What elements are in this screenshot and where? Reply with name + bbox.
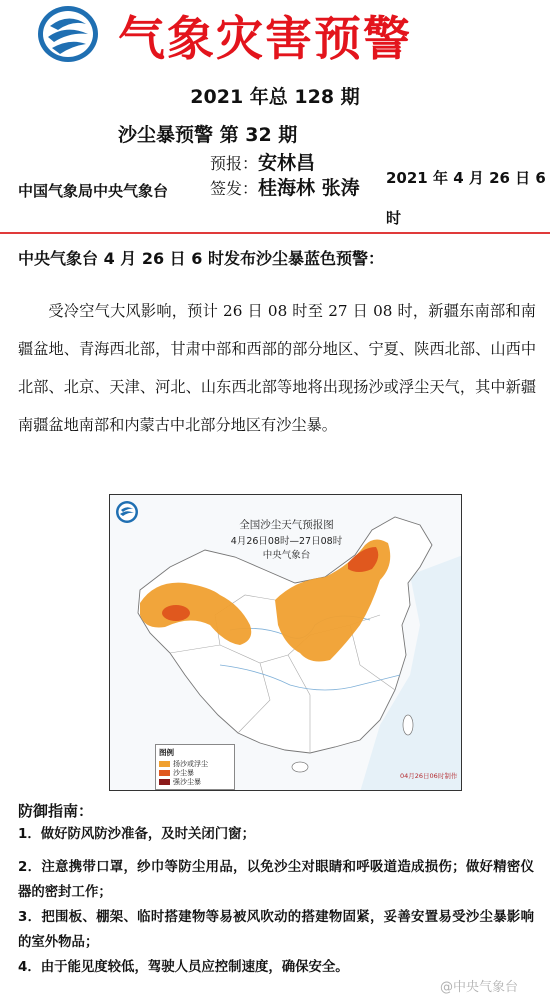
cma-logo [36, 4, 100, 64]
page-title: 气象灾害预警 [118, 12, 412, 67]
guide-title: 防御指南： [18, 802, 94, 820]
signer-name: 桂海林 张涛 [258, 177, 360, 199]
legend-swatch [159, 761, 170, 767]
guide-item: 3．把围板、棚架、临时搭建物等易被风吹动的搭建物固紧，妥善安置易受沙尘暴影响的室外物品； [18, 910, 534, 950]
legend-swatch [159, 770, 170, 776]
map-legend [155, 744, 235, 790]
legend-label: 扬沙或浮尘 [173, 759, 208, 768]
legend-title: 图例 [159, 748, 174, 757]
issue-time: 2021 年 4 月 26 日 6 时 [386, 169, 546, 227]
map-title: 全国沙尘天气预报图 [239, 519, 334, 531]
map-time-range: 4月26日08时—27日08时 [230, 536, 343, 547]
guide-item: 2．注意携带口罩，纱巾等防尘用品，以免沙尘对眼睛和呼吸道造成损伤；做好精密仪器的密封工作； [18, 860, 534, 900]
warning-subtitle: 沙尘暴预警 第 32 期 [118, 124, 298, 146]
signer-line [210, 176, 385, 201]
signer-label: 签发： [210, 179, 259, 198]
legend-item [159, 777, 234, 786]
legend-label: 强沙尘暴 [173, 777, 201, 786]
weibo-watermark: @中央气象台 [440, 980, 519, 995]
issue-number: 2021 年总 128 期 [190, 86, 360, 108]
forecaster-line [210, 151, 315, 176]
warning-body: 受冷空气大风影响，预计 26 日 08 时至 27 日 08 时，新疆东南部和南疆盆地、青海西北部，甘肃中部和西部的部分地区、宁夏、陕西北部、山西中北部、北京、天津、河北、山东西北部等地将出现扬沙或浮尘天气，其中新疆南疆盆地南部和内蒙古中北部分地区有沙尘暴。 [18, 302, 536, 434]
map-production-stamp: 04月26日06时制作 [400, 772, 458, 780]
forecaster-label: 预报： [210, 154, 259, 173]
legend-label: 沙尘暴 [173, 768, 194, 777]
warning-headline: 中央气象台 4 月 26 日 6 时发布沙尘暴蓝色预警： [18, 249, 384, 268]
header-divider [0, 232, 550, 234]
guide-item: 1．做好防风防沙准备，及时关闭门窗； [18, 827, 255, 842]
guide-item: 4．由于能见度较低，驾驶人员应控制速度，确保安全。 [18, 960, 349, 975]
agency-name: 中国气象局中央气象台 [18, 182, 169, 200]
legend-item [159, 759, 234, 768]
dust-forecast-map [109, 494, 462, 791]
map-publisher: 中央气象台 [262, 550, 311, 561]
legend-swatch [159, 779, 170, 785]
forecaster-name: 安林昌 [258, 152, 316, 174]
